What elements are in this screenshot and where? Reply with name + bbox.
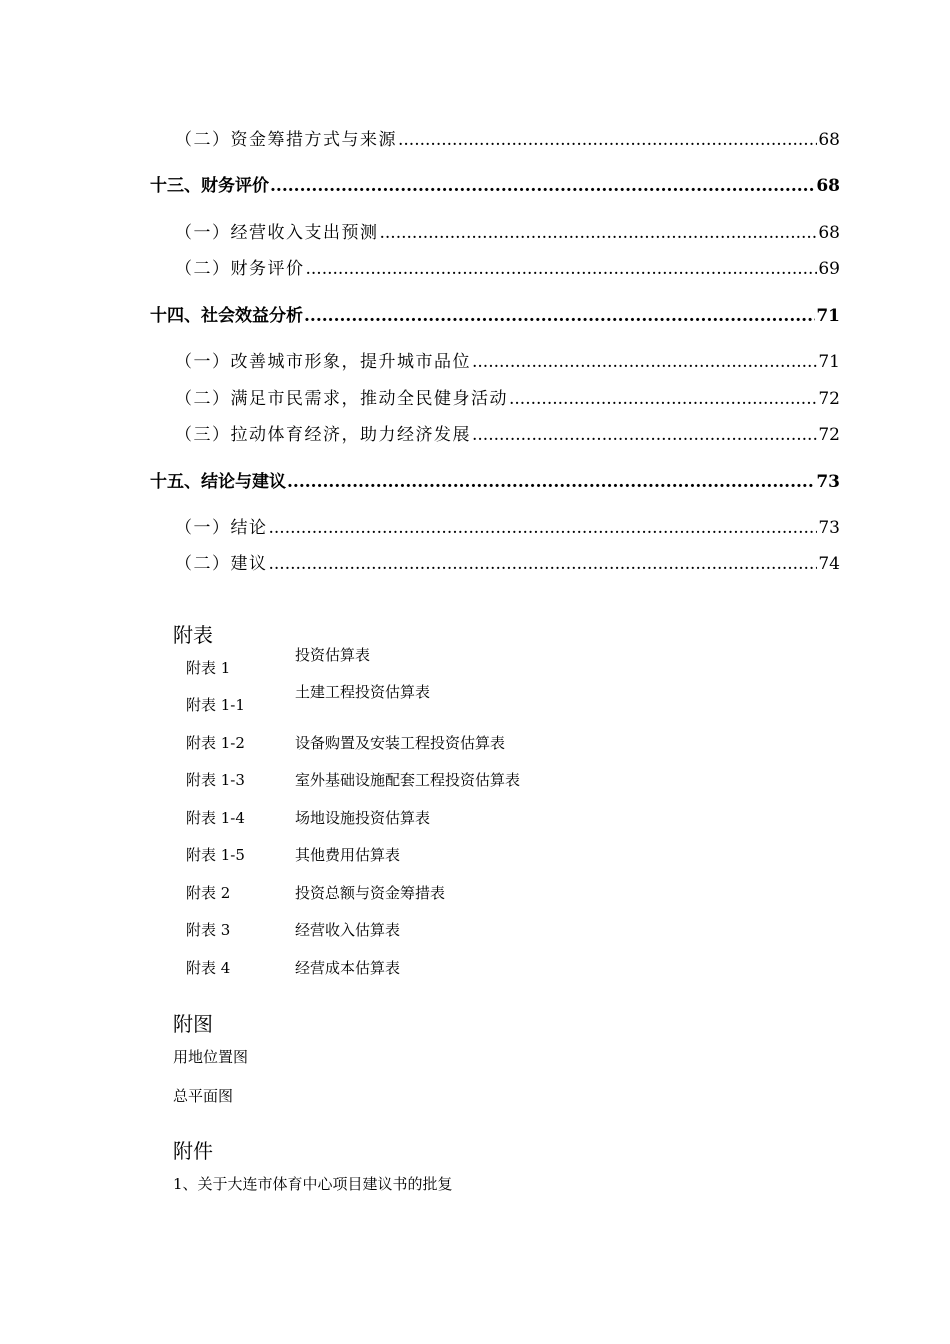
toc-entry-page: 69 bbox=[818, 259, 840, 279]
appendix-table-label: 附表 1-2 bbox=[186, 734, 245, 752]
toc-entry-label: 十四、社会效益分析 bbox=[150, 306, 303, 326]
appendix-table-title: 室外基础设施配套工程投资估算表 bbox=[295, 771, 521, 789]
toc-entry-page: 73 bbox=[816, 472, 840, 492]
toc-leader bbox=[306, 258, 818, 280]
appendix-figures-heading: 附图 bbox=[173, 1012, 213, 1036]
toc-entry-label: （二）资金筹措方式与来源 bbox=[175, 130, 397, 150]
toc-entry-page: 68 bbox=[818, 223, 840, 243]
toc-leader bbox=[270, 175, 815, 197]
toc-entry-label: （二）满足市民需求，推动全民健身活动 bbox=[175, 389, 508, 409]
toc-entry[interactable] bbox=[175, 129, 840, 151]
appendix-table-label: 附表 3 bbox=[186, 921, 231, 939]
toc-entry[interactable] bbox=[150, 175, 840, 197]
toc-entry-page: 68 bbox=[816, 176, 840, 196]
toc-entry[interactable] bbox=[175, 553, 840, 575]
appendix-table-label: 附表 1 bbox=[186, 659, 231, 677]
toc-leader bbox=[509, 388, 817, 410]
appendix-table-title: 设备购置及安装工程投资估算表 bbox=[295, 734, 506, 752]
toc-entry-page: 71 bbox=[818, 352, 840, 372]
toc-leader bbox=[304, 305, 815, 327]
appendix-table-title: 投资估算表 bbox=[295, 646, 371, 664]
appendix-table-label: 附表 2 bbox=[186, 884, 231, 902]
attachments-heading: 附件 bbox=[173, 1139, 213, 1163]
toc-entry[interactable] bbox=[175, 517, 840, 539]
appendix-table-label: 附表 1-1 bbox=[186, 696, 245, 714]
toc-entry[interactable] bbox=[175, 222, 840, 244]
appendix-table-title: 土建工程投资估算表 bbox=[295, 683, 431, 701]
toc-entry[interactable] bbox=[175, 351, 840, 373]
toc-entry-label: （一）结论 bbox=[175, 518, 268, 538]
toc-entry[interactable] bbox=[175, 258, 840, 280]
appendix-table-title: 其他费用估算表 bbox=[295, 846, 401, 864]
appendix-figure-item: 用地位置图 bbox=[173, 1048, 249, 1066]
toc-entry-label: （二）财务评价 bbox=[175, 259, 305, 279]
toc-entry-label: （二）建议 bbox=[175, 554, 268, 574]
toc-entry-label: （三）拉动体育经济，助力经济发展 bbox=[175, 425, 471, 445]
toc-entry-page: 72 bbox=[818, 425, 840, 445]
toc-entry[interactable] bbox=[150, 305, 840, 327]
toc-entry-page: 68 bbox=[818, 130, 840, 150]
appendix-figure-item: 总平面图 bbox=[173, 1087, 234, 1105]
appendix-table-label: 附表 1-3 bbox=[186, 771, 245, 789]
toc-entry[interactable] bbox=[175, 424, 840, 446]
toc-leader bbox=[398, 129, 817, 151]
toc-entry-label: （一）改善城市形象，提升城市品位 bbox=[175, 352, 471, 372]
appendix-table-label: 附表 4 bbox=[186, 959, 231, 977]
toc-entry-page: 73 bbox=[818, 518, 840, 538]
toc-entry-page: 71 bbox=[816, 306, 840, 326]
appendix-tables-heading: 附表 bbox=[173, 623, 213, 647]
appendix-table-label: 附表 1-4 bbox=[186, 809, 245, 827]
toc-entry-label: 十五、结论与建议 bbox=[150, 472, 286, 492]
appendix-table-title: 经营收入估算表 bbox=[295, 921, 401, 939]
toc-entry-label: 十三、财务评价 bbox=[150, 176, 269, 196]
attachment-item: 1、关于大连市体育中心项目建议书的批复 bbox=[173, 1175, 453, 1193]
toc-leader bbox=[472, 351, 817, 373]
appendix-table-label: 附表 1-5 bbox=[186, 846, 245, 864]
toc-leader bbox=[269, 517, 818, 539]
toc-entry-label: （一）经营收入支出预测 bbox=[175, 223, 379, 243]
toc-leader bbox=[269, 553, 818, 575]
appendix-table-title: 场地设施投资估算表 bbox=[295, 809, 431, 827]
toc-entry-page: 72 bbox=[818, 389, 840, 409]
toc-leader bbox=[472, 424, 817, 446]
appendix-table-title: 投资总额与资金筹措表 bbox=[295, 884, 446, 902]
toc-entry[interactable] bbox=[175, 388, 840, 410]
toc-leader bbox=[287, 471, 815, 493]
appendix-table-title: 经营成本估算表 bbox=[295, 959, 401, 977]
toc-entry-page: 74 bbox=[818, 554, 840, 574]
toc-leader bbox=[380, 222, 818, 244]
toc-entry[interactable] bbox=[150, 471, 840, 493]
